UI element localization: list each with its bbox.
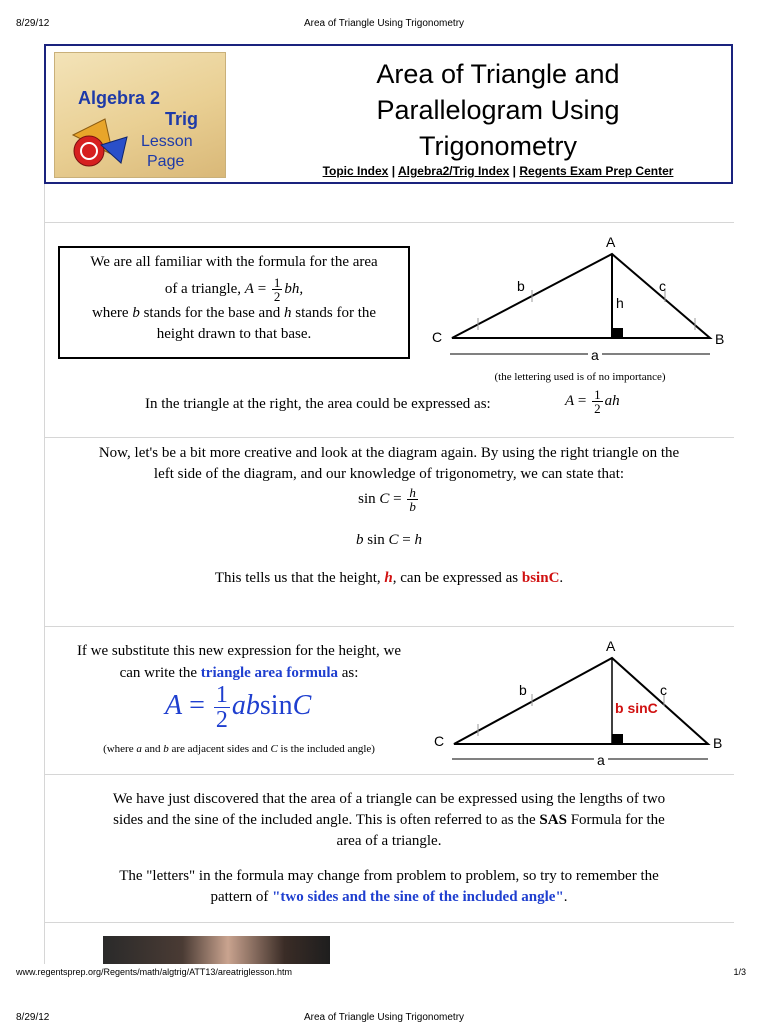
side-c-label: c: [659, 278, 666, 294]
lesson-page-logo[interactable]: [54, 52, 226, 178]
sin-c-equation: sin C = $\frac{h}{b}$: [358, 485, 416, 514]
b-sin-c-equation: b sin C = h: [356, 532, 422, 548]
print-header: [0, 18, 768, 32]
side-a-label: a: [597, 752, 605, 768]
vertex-c-label: C: [434, 733, 445, 749]
intro-formula-box: We are all familiar with the formula for the area of a triangle, A = $\frac{1}{2}$ bh, where b stands for the base and h stands for the height drawn to that base.: [58, 246, 410, 359]
sas-area-formula: A = $\frac{1}{2}$ absinC: [165, 682, 312, 733]
side-b-label: b: [517, 278, 525, 294]
print-title: Area of Triangle Using Trigonometry: [303, 18, 465, 29]
height-expression-text: This tells us that the height, h, can be expressed as bsinC.: [214, 570, 564, 586]
area-expression-text: In the triangle at the right, the area could be expressed as:: [145, 396, 491, 412]
substitute-paragraph: If we substitute this new expression for the height, we can write the triangle area formula as:: [76, 643, 402, 681]
triangle-area-formula: A = $\frac{1}{2}$ bh,: [244, 275, 304, 304]
logo-text-page: Page: [147, 153, 185, 170]
divider: [44, 437, 734, 438]
page-url: www.regentsprep.org/Regents/math/algtrig/ATT13/areatriglesson.htm: [16, 967, 292, 977]
right-angle-mark: [612, 734, 623, 744]
side-a-label: a: [591, 347, 599, 363]
portrait-photo: [103, 936, 330, 964]
page-title: Area of Triangle and Parallelogram Using Trigonometry: [376, 59, 620, 161]
logo-text-algebra: Algebra 2: [78, 88, 161, 108]
regents-prep-link[interactable]: Regents Exam Prep Center: [519, 164, 674, 178]
sas-paragraph: We have just discovered that the area of a triangle can be expressed using the lengths of two sides and the sine of the included angle. This is often referred to as the SAS Formula for the area of a triangle.: [112, 791, 666, 849]
divider: [44, 774, 734, 775]
logo-text-trig: Trig: [165, 109, 199, 129]
page-number: 1/3: [733, 967, 746, 977]
adjacent-sides-note: (where a and b are adjacent sides and C is the included angle): [103, 743, 375, 755]
logo-shapes-icon: [65, 115, 135, 175]
triangle-shape: [454, 658, 708, 744]
vertex-a-label: A: [606, 638, 616, 654]
vertex-c-label: C: [432, 329, 443, 345]
algebra-trig-index-link[interactable]: Algebra2/Trig Index: [397, 164, 510, 178]
header-box: [44, 44, 733, 184]
nav-links: Topic Index | Algebra2/Trig Index | Regents Exam Prep Center: [322, 164, 674, 178]
side-b-label: b: [519, 682, 527, 698]
triangle-diagram-bsinc: [420, 632, 740, 772]
vertex-b-label: B: [713, 735, 723, 751]
lettering-note: (the lettering used is of no importance): [494, 371, 666, 383]
divider: [44, 922, 734, 923]
b-sin-c-label: b sinC: [615, 700, 658, 716]
logo-text-lesson: Lesson: [141, 133, 193, 150]
triangle-diagram-height: [420, 228, 740, 368]
height-h-label: h: [616, 295, 624, 311]
right-angle-mark: [612, 328, 623, 338]
letters-paragraph: The "letters" in the formula may change from problem to problem, so try to remember the pattern of "two sides and the sine of the included angle".: [119, 868, 659, 905]
divider: [44, 626, 734, 627]
vertex-b-label: B: [715, 331, 725, 347]
side-c-label: c: [660, 682, 667, 698]
creative-paragraph: Now, let's be a bit more creative and look at the diagram again. By using the right triangle on the left side of the diagram, and our knowledge of trigonometry, we can state that:: [98, 445, 680, 482]
area-expression-formula: A = $\frac{1}{2}$ ah: [565, 387, 620, 416]
triangle-shape: [452, 254, 710, 338]
vertex-a-label: A: [606, 234, 616, 250]
topic-index-link[interactable]: Topic Index: [322, 164, 389, 178]
print-date: 8/29/12: [16, 18, 50, 29]
divider: [44, 222, 734, 223]
triangle-area-formula-link[interactable]: triangle area formula: [200, 665, 338, 681]
